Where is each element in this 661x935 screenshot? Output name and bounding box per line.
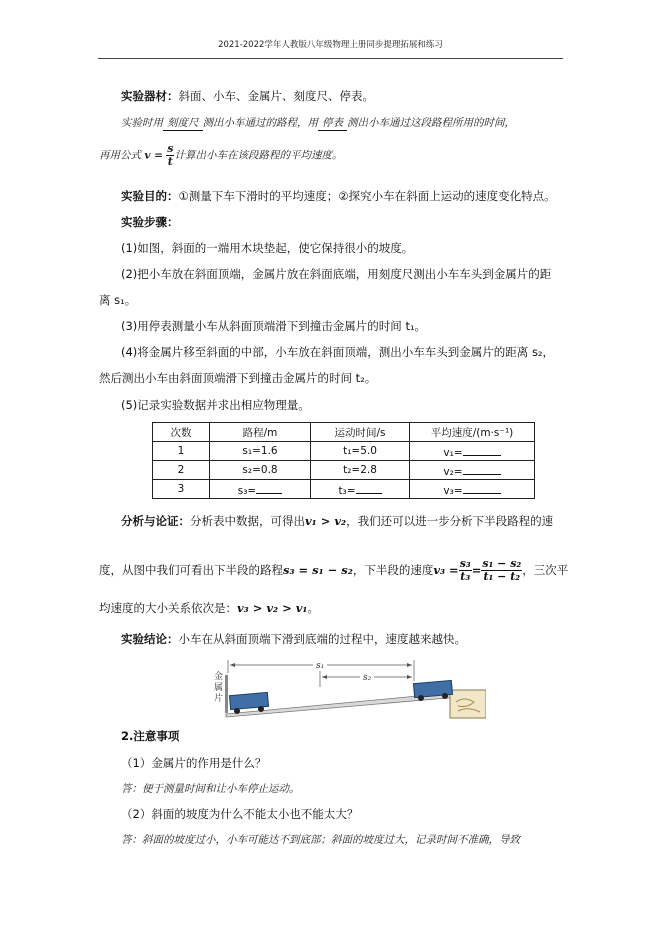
answer-blank (356, 482, 382, 494)
method-line-2 (99, 143, 342, 168)
metal-plate (225, 675, 228, 713)
formula-den: t (167, 155, 173, 168)
equipment-text: 斜面、小车、金属片、刻度尺、停表。 (178, 89, 374, 103)
purpose-text: ①测量下车下滑时的平均速度；②探究小车在斜面上运动的速度变化特点。 (178, 189, 556, 203)
table-cell: t₁=5.0 (311, 442, 410, 461)
answer-blank (463, 482, 501, 494)
formula-num: s (167, 142, 174, 155)
fraction-num: s₁ − s₂ (482, 557, 522, 570)
table-row (153, 480, 535, 499)
method-text-d: 再用公式 (99, 149, 141, 162)
table-cell (410, 480, 535, 499)
table-cell-text: v₁= (443, 446, 463, 459)
s2-label: s₂ (363, 673, 372, 683)
v3-fraction-2 (481, 558, 522, 583)
question-2: （2）斜面的坡度为什么不能太小也不能太大？ (121, 807, 359, 821)
analysis-line-2 (99, 558, 568, 583)
wood-block (450, 690, 486, 718)
method-text-b: 测出小车通过的路程，用 (202, 117, 318, 129)
arrow-head (322, 675, 327, 679)
wheel (234, 708, 240, 714)
answer-blank (256, 482, 282, 494)
analysis-text: ，我们还可以进一步分析下半段路程的速 (346, 514, 554, 528)
wheel (418, 695, 424, 701)
table-header: 平均速度/(m·s⁻¹) (410, 423, 535, 442)
arrow-head (230, 663, 235, 667)
analysis-line-1 (121, 513, 553, 529)
fraction-num: s₃ (459, 557, 471, 570)
analysis-text: 均速度的大小关系依次是： (99, 601, 237, 615)
data-table (152, 422, 535, 499)
purpose-label: 实验目的： (121, 189, 179, 203)
fraction-den: t₁ − t₂ (483, 570, 521, 583)
page-header: 2021-2022学年人教版八年级物理上册同步提理拓展和练习 (218, 40, 443, 50)
steps-label: 实验步骤： (121, 215, 179, 229)
table-cell: s₂=0.8 (210, 461, 311, 480)
analysis-math: v₃ > v₂ > v₁ (237, 601, 308, 615)
method-line-1 (121, 115, 515, 131)
table-cell: s₁=1.6 (210, 442, 311, 461)
question-1: （1）金属片的作用是什么？ (121, 756, 267, 770)
table-header: 运动时间/s (311, 423, 410, 442)
step-3: (3)用停表测量小车从斜面顶端滑下到撞击金属片的时间 t₁。 (121, 319, 427, 333)
analysis-line-3 (99, 600, 319, 616)
method-tool-stopwatch: 停表 (318, 115, 347, 131)
table-row (153, 461, 535, 480)
s1-label: s₁ (316, 661, 325, 671)
metal-label-char: 片 (214, 694, 224, 704)
table-cell-text: v₂= (443, 465, 463, 478)
answer-1: 答：便于测量时间和让小车停止运动。 (121, 783, 300, 795)
analysis-text: 。 (307, 601, 319, 615)
method-text-c: 测出小车通过这段路程所用的时间， (347, 117, 515, 129)
table-cell-text: s₃= (237, 484, 257, 497)
conclusion-label: 实验结论： (121, 632, 179, 646)
analysis-label: 分析与论证： (121, 514, 190, 528)
notes-heading: 2.注意事项 (121, 729, 180, 743)
table-header: 路程/m (210, 423, 311, 442)
answer-blank (463, 444, 501, 456)
step-4a: (4)将金属片移至斜面的中部，小车放在斜面顶端，测出小车车头到金属片的距离 s₂， (121, 345, 555, 359)
purpose-line (121, 188, 556, 204)
step-2a: (2)把小车放在斜面顶端，金属片放在斜面底端，用刻度尺测出小车车头到金属片的距 (121, 267, 552, 281)
table-cell (410, 461, 535, 480)
step-5: (5)记录实验数据并求出相应物理量。 (121, 398, 310, 412)
v3-fraction-1 (459, 558, 472, 583)
method-text-a: 实验时用 (121, 117, 163, 129)
table-cell: 2 (153, 461, 210, 480)
answer-blank (463, 463, 501, 475)
table-header: 次数 (153, 423, 210, 442)
answer-2: 答：斜面的坡度过小，小车可能达不到底部；斜面的坡度过大，记录时间不准确，导致 (121, 834, 520, 846)
arrow-head (407, 675, 412, 679)
table-row (153, 442, 535, 461)
table-cell-text: t₃= (338, 484, 356, 497)
analysis-text: 分析表中数据，可得出 (190, 514, 305, 528)
metal-label-char: 金 (214, 672, 224, 682)
step-2b: 离 s₁。 (99, 293, 137, 307)
table-cell (210, 480, 311, 499)
table-cell: t₂=2.8 (311, 461, 410, 480)
table-cell: 3 (153, 480, 210, 499)
formula-lhs: v = (144, 149, 163, 162)
equals-sign: = (471, 563, 482, 577)
method-text-e: 计算出小车在该段路程的平均速度。 (174, 149, 343, 162)
table-cell (311, 480, 410, 499)
step-1: (1)如图，斜面的一端用木块垫起，使它保持很小的坡度。 (121, 241, 414, 255)
arrow-head (407, 663, 412, 667)
metal-label-char: 属 (214, 683, 224, 693)
analysis-text: ，三次平 (522, 563, 569, 577)
fraction-den: t₃ (460, 570, 471, 583)
header-rule (98, 58, 563, 59)
incline-diagram (212, 657, 486, 719)
table-cell: 1 (153, 442, 210, 461)
wheel (258, 706, 264, 712)
step-4b: 然后测出小车由斜面顶端滑下到撞击金属片的时间 t₂。 (99, 371, 377, 385)
equipment-line (121, 88, 374, 104)
analysis-text: 度，从图中我们可看出下半段的路程 (99, 563, 283, 577)
table-header-row (153, 423, 535, 442)
analysis-math: v₃ = (433, 563, 459, 577)
equipment-label: 实验器材： (121, 89, 179, 103)
table-cell-text: v₃= (443, 484, 463, 497)
conclusion-text: 小车在从斜面顶端下滑到底端的过程中，速度越来越快。 (178, 632, 466, 646)
wheel (442, 693, 448, 699)
method-tool-ruler: 刻度尺 (163, 115, 203, 131)
conclusion-line (121, 631, 466, 647)
analysis-math: v₁ > v₂ (305, 514, 347, 528)
analysis-math: s₃ = s₁ − s₂ (283, 563, 353, 577)
table-cell (410, 442, 535, 461)
analysis-text: ，下半段的速度 (352, 563, 434, 577)
